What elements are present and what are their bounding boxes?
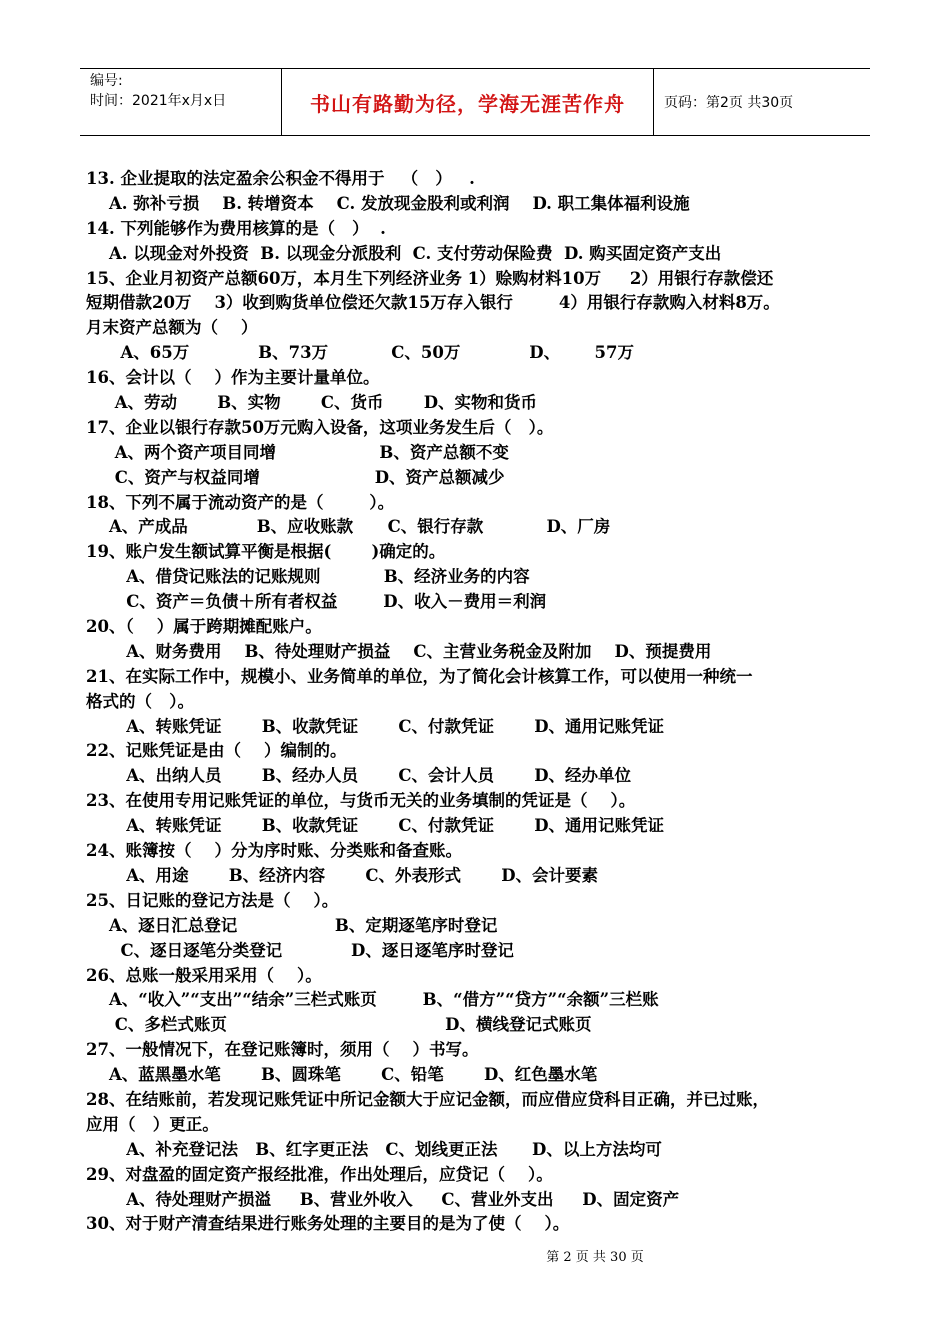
question-line: 27、一般情况下，在登记账簿时，须用（ ）书写。 (86, 1040, 479, 1060)
header-page-info: 页码：第2页 共30页 (664, 95, 794, 111)
question-line: 月末资产总额为（ ） (86, 318, 258, 338)
question-line: A、65万 B、73万 C、50万 D、 57万 (86, 343, 635, 363)
question-line: 23、在使用专用记账凭证的单位，与货币无关的业务填制的凭证是（ ）。 (86, 791, 636, 811)
header-motto: 书山有路勤为径，学海无涯苦作舟 (282, 69, 654, 135)
question-line: 14. 下列能够作为费用核算的是（ ） . (86, 218, 386, 238)
question-line: A、转账凭证 B、收款凭证 C、付款凭证 D、通用记账凭证 (86, 816, 665, 836)
question-line: C、多栏式账页 D、横线登记式账页 (86, 1015, 592, 1035)
question-line: C、资产与权益同增 D、资产总额减少 (86, 467, 505, 487)
question-line: 18、下列不属于流动资产的是（ ）。 (86, 492, 395, 512)
question-line: 21、在实际工作中，规模小、业务简单的单位，为了简化会计核算工作，可以使用一种统一 (86, 666, 753, 686)
question-line: 26、总账一般采用采用（ ）。 (86, 965, 322, 985)
question-line: A、劳动 B、实物 C、货币 D、实物和货币 (86, 393, 538, 413)
question-line: 22、记账凭证是由（ ）编制的。 (86, 741, 347, 761)
header-meta (80, 69, 282, 135)
page-footer (0, 1246, 950, 1265)
question-line: 17、企业以银行存款50万元购入设备，这项业务发生后（ ）。 (86, 417, 554, 437)
question-line: 15、企业月初资产总额60万，本月生下列经济业务 1）赊购材料10万 2）用银行存款偿还 (86, 268, 774, 288)
question-line: 29、对盘盈的固定资产报经批准，作出处理后，应贷记（ ）。 (86, 1164, 553, 1184)
question-line: 16、会计以（ ）作为主要计量单位。 (86, 368, 380, 388)
question-line: A、待处理财产损溢 B、营业外收入 C、营业外支出 D、固定资产 (86, 1189, 680, 1209)
question-line: A、补充登记法 B、红字更正法 C、划线更正法 D、以上方法均可 (86, 1139, 662, 1159)
question-line: A、转账凭证 B、收款凭证 C、付款凭证 D、通用记账凭证 (86, 716, 665, 736)
question-line: A、逐日汇总登记 B、定期逐笔序时登记 (86, 915, 498, 935)
question-line: 24、账簿按（ ）分为序时账、分类账和备查账。 (86, 841, 462, 861)
question-line: A. 弥补亏损 B. 转增资本 C. 发放现金股利或利润 D. 职工集体福利设施 (86, 193, 690, 213)
question-line: 短期借款20万 3）收到购货单位偿还欠款15万存入银行 4）用银行存款购入材料8万。 (86, 293, 780, 313)
question-line: A、用途 B、经济内容 C、外表形式 D、会计要素 (86, 865, 599, 885)
question-line: C、逐日逐笔分类登记 D、逐日逐笔序时登记 (86, 940, 514, 960)
question-line: A、两个资产项目同增 B、资产总额不变 (86, 442, 509, 462)
question-line: 19、账户发生额试算平衡是根据( )确定的。 (86, 542, 446, 562)
question-line: 20、（ ）属于跨期摊配账户。 (86, 617, 322, 637)
question-line: 格式的（ ）。 (86, 691, 194, 711)
question-line: A、产成品 B、应收账款 C、银行存款 D、厂房 (86, 517, 611, 537)
question-line: 应用（ ）更正。 (86, 1114, 219, 1134)
question-line: 28、在结账前，若发现记账凭证中所记金额大于应记金额，而应借应贷科目正确，并已过账， (86, 1089, 769, 1109)
document-time-label: 时间：2021年x月x日 (90, 93, 227, 109)
question-line: A、财务费用 B、待处理财产损益 C、主营业务税金及附加 D、预提费用 (86, 641, 712, 661)
question-line: A、蓝黑墨水笔 B、圆珠笔 C、铅笔 D、红色墨水笔 (86, 1065, 598, 1085)
question-line: C、资产＝负债＋所有者权益 D、收入－费用＝利润 (86, 592, 547, 612)
document-number-label: 编号: (90, 73, 123, 89)
question-line: 25、日记账的登记方法是（ ）。 (86, 890, 339, 910)
question-line: 13. 企业提取的法定盈余公积金不得用于 （ ） . (86, 169, 475, 188)
question-line: A. 以现金对外投资 B. 以现金分派股利 C. 支付劳动保险费 D. 购买固定资产支出 (86, 243, 722, 263)
question-line: A、出纳人员 B、经办人员 C、会计人员 D、经办单位 (86, 766, 632, 786)
footer-page-number: 第 2 页 共 30 页 (546, 1250, 644, 1265)
question-line: A、“收入”“支出”“结余”三栏式账页 B、“借方”“贷方”“余额”三栏账 (86, 990, 659, 1010)
question-line: A、借贷记账法的记账规则 B、经济业务的内容 (86, 567, 530, 587)
page-header (80, 68, 870, 136)
question-content (86, 167, 886, 1237)
question-line: 30、对于财产清查结果进行账务处理的主要目的是为了使（ ）。 (86, 1214, 570, 1234)
